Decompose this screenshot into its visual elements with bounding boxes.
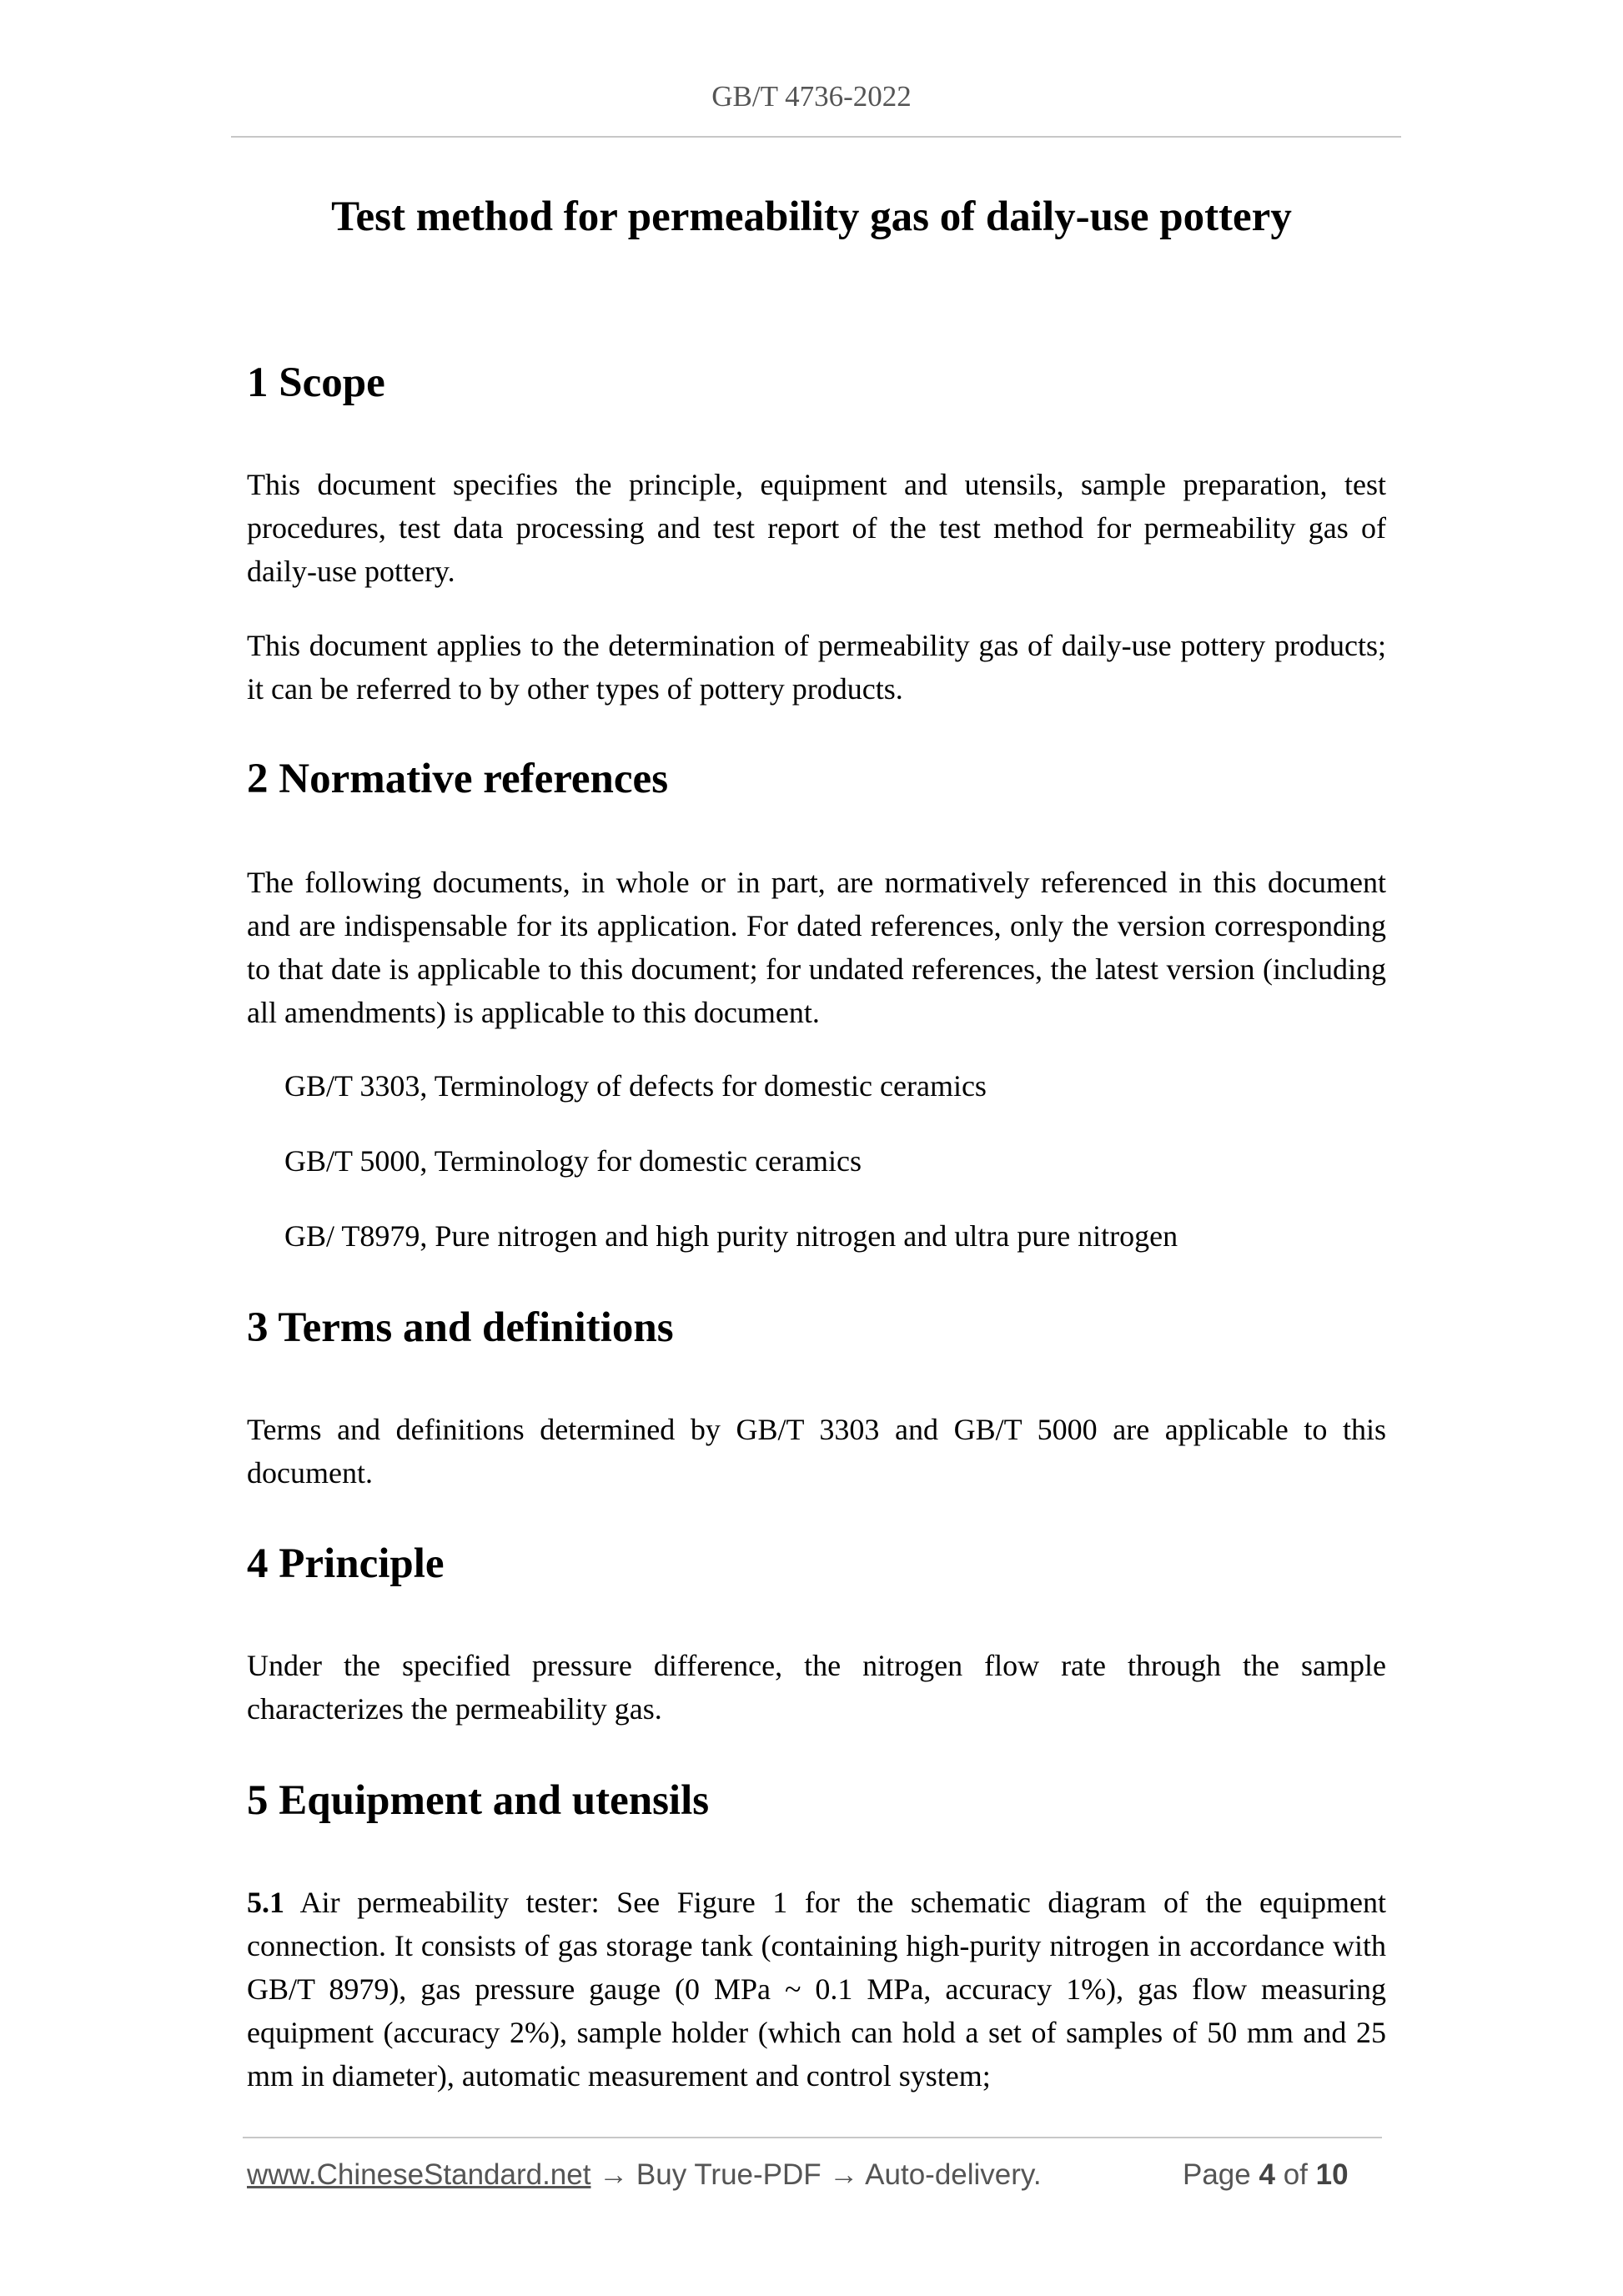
terms-paragraph: Terms and definitions determined by GB/T 3303 and GB/T 5000 are applicable to this document. <box>247 1413 1386 1490</box>
current-page: 4 <box>1259 2158 1275 2191</box>
footer-divider <box>243 2137 1382 2138</box>
normative-reference-item: GB/ T8979, Pure nitrogen and high purity nitrogen and ultra pure nitrogen <box>284 1219 1178 1253</box>
section-5-heading: 5 Equipment and utensils <box>247 1777 710 1824</box>
page-label: Page <box>1183 2158 1251 2191</box>
scope-paragraph-1: This document specifies the principle, equipment and utensils, sample preparation, test procedures, test data processing and test report of the test method for permeability gas of daily-use pottery. <box>247 468 1386 588</box>
scope-paragraph-2: This document applies to the determination of permeability gas of daily-use pottery products; it can be referred to by other types of pottery products. <box>247 629 1386 706</box>
normative-paragraph: The following documents, in whole or in part, are normatively referenced in this document and are indispensable for its application. For dated references, only the version corresponding to that date is applicable to this document; for undated references, the latest version (including all amendments) is applicable to this document. <box>247 866 1386 1029</box>
website-link[interactable]: www.ChineseStandard.net <box>247 2158 591 2191</box>
footer-promo <box>247 2158 1042 2192</box>
section-1-heading: 1 Scope <box>247 359 385 406</box>
total-pages: 10 <box>1315 2158 1349 2191</box>
page-of-label: of <box>1283 2158 1308 2191</box>
standard-code-header: GB/T 4736-2022 <box>711 80 912 113</box>
clause-text: Air permeability tester: See Figure 1 for the schematic diagram of the equipment connection. It consists of gas storage tank (containing high-purity nitrogen in accordance with GB/T 8979), gas pressure gauge (0 MPa ~ 0.1 MPa, accuracy 1%), gas flow measuring equipment (accuracy 2%), sample holder (which can hold a set of samples of 50 mm and 25 mm in diameter), automatic measurement and control system; <box>247 1886 1387 2093</box>
normative-reference-item: GB/T 5000, Terminology for domestic ceramics <box>284 1144 862 1178</box>
document-title: Test method for permeability gas of daily-use pottery <box>331 193 1292 240</box>
clause-5-1-paragraph <box>247 1881 1386 2098</box>
promo-text: → Buy True-PDF → Auto-delivery. <box>599 2158 1042 2191</box>
clause-number: 5.1 <box>247 1886 284 1919</box>
section-3-heading: 3 Terms and definitions <box>247 1304 674 1351</box>
normative-reference-item: GB/T 3303, Terminology of defects for domestic ceramics <box>284 1069 987 1103</box>
header-divider <box>231 136 1401 138</box>
principle-paragraph: Under the specified pressure difference, the nitrogen flow rate through the sample characterizes the permeability gas. <box>247 1649 1386 1726</box>
page-number <box>1183 2158 1349 2192</box>
section-2-heading: 2 Normative references <box>247 756 669 802</box>
section-4-heading: 4 Principle <box>247 1540 445 1587</box>
